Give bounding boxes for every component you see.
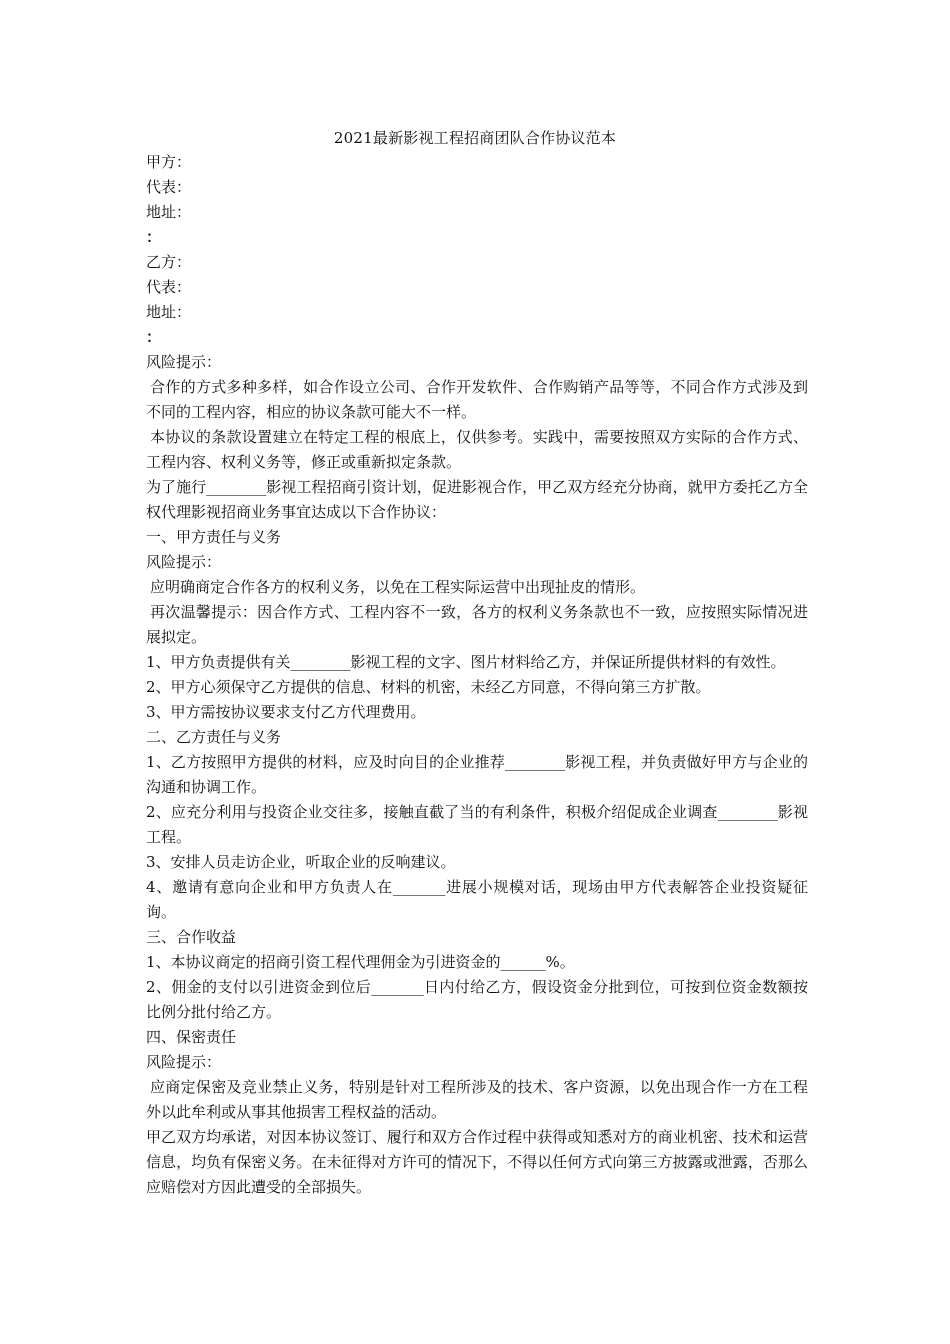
section-heading: 二、乙方责任与义务 xyxy=(146,728,282,746)
party-a-line: 甲方： xyxy=(146,153,192,171)
party-b-address-line: 地址： xyxy=(146,303,192,321)
risk-notice-heading: 风险提示： xyxy=(146,1053,222,1071)
paragraph: 应明确商定合作各方的权利义务，以免在工程实际运营中出现扯皮的情形。 xyxy=(150,578,646,596)
clause: 3、安排人员走访企业，听取企业的反响建议。 xyxy=(146,853,456,871)
section-heading: 一、甲方责任与义务 xyxy=(146,528,282,546)
party-a-representative-line: 代表： xyxy=(146,178,192,196)
document-title: 2021最新影视工程招商团队合作协议范本 xyxy=(333,129,617,147)
party-a-colon-line: ： xyxy=(146,228,162,246)
party-b-line: 乙方： xyxy=(146,253,192,271)
clause: 2、佣金的支付以引进资金到位后_______日内付给乙方，假设资金分批到位，可按到位资金数额按比例分批付给乙方。 xyxy=(146,978,808,1021)
section-heading: 四、保密责任 xyxy=(146,1028,237,1046)
clause: 3、甲方需按协议要求支付乙方代理费用。 xyxy=(146,703,426,721)
clause: 2、应充分利用与投资企业交往多，接触直截了当的有利条件，积极介绍促成企业调查________影视工程。 xyxy=(146,803,808,846)
paragraph: 应商定保密及竞业禁止义务，特别是针对工程所涉及的技术、客户资源，以免出现合作一方在工程外以此牟利或从事其他损害工程权益的活动。 xyxy=(146,1078,808,1121)
paragraph: 合作的方式多种多样，如合作设立公司、合作开发软件、合作购销产品等等，不同合作方式涉及到不同的工程内容，相应的协议条款可能大不一样。 xyxy=(146,378,808,421)
party-b-representative-line: 代表： xyxy=(146,278,192,296)
clause: 4、邀请有意向企业和甲方负责人在_______进展小规模对话，现场由甲方代表解答企业投资疑征询。 xyxy=(146,878,808,921)
party-a-address-line: 地址： xyxy=(146,203,192,221)
paragraph: 再次温馨提示：因合作方式、工程内容不一致，各方的权利义务条款也不一致，应按照实际情况进展拟定。 xyxy=(146,603,808,646)
clause: 2、甲方心须保守乙方提供的信息、材料的机密，未经乙方同意，不得向第三方扩散。 xyxy=(146,678,711,696)
section-heading: 三、合作收益 xyxy=(146,928,237,946)
party-b-colon-line: ： xyxy=(146,328,162,346)
risk-notice-heading: 风险提示： xyxy=(146,553,222,571)
paragraph: 甲乙双方均承诺，对因本协议签订、履行和双方合作过程中获得或知悉对方的商业机密、技术和运营信息，均负有保密义务。在未征得对方许可的情况下，不得以任何方式向第三方披露或泄露，否那么应赔偿对方因此遭受的全部损失。 xyxy=(146,1128,808,1196)
paragraph: 本协议的条款设置建立在特定工程的根底上，仅供参考。实践中，需要按照双方实际的合作方式、工程内容、权利义务等，修正或重新拟定条款。 xyxy=(146,428,808,471)
paragraph: 为了施行________影视工程招商引资计划，促进影视合作，甲乙双方经充分协商，就甲方委托乙方全权代理影视招商业务事宜达成以下合作协议： xyxy=(146,478,808,521)
risk-notice-heading: 风险提示： xyxy=(146,353,222,371)
clause: 1、本协议商定的招商引资工程代理佣金为引进资金的______%。 xyxy=(146,953,575,971)
clause: 1、甲方负责提供有关________影视工程的文字、图片材料给乙方，并保证所提供材料的有效性。 xyxy=(146,653,786,671)
document-body xyxy=(146,150,808,1200)
clause: 1、乙方按照甲方提供的材料，应及时向目的企业推荐________影视工程，并负责做好甲方与企业的沟通和协调工作。 xyxy=(146,753,808,796)
